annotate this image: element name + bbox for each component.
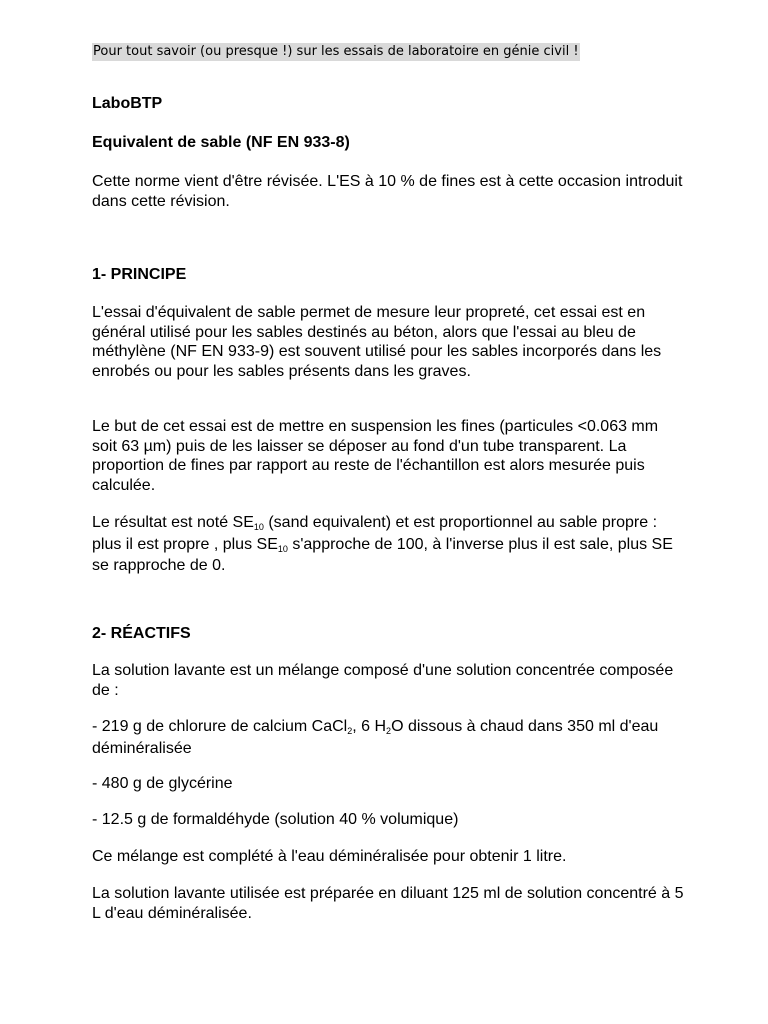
text-segment: , 6 H bbox=[352, 718, 387, 735]
principe-paragraph-3 bbox=[92, 513, 687, 576]
principe-paragraph-1: L'essai d'équivalent de sable permet de mesure leur propreté, cet essai est en général utilisé pour les sables destinés au béton, alors que l'essai au bleu de méthylène (NF EN 933-9) est souvent utilisé pour les sables incorporés dans les enrobés ou pour les sables présents dans les graves. bbox=[92, 304, 662, 380]
reactifs-paragraph-3: La solution lavante utilisée est préparée en diluant 125 ml de solution concentré à 5 L d'eau déminéralisée. bbox=[92, 885, 684, 922]
subscript: 10 bbox=[277, 543, 288, 554]
reactifs-paragraph-2: Ce mélange est complété à l'eau déminéralisée pour obtenir 1 litre. bbox=[92, 848, 567, 865]
text-segment: O dissous à chaud dans 350 ml d'eau déminéralisée bbox=[92, 718, 659, 757]
header-banner: Pour tout savoir (ou presque !) sur les essais de laboratoire en génie civil ! bbox=[93, 44, 579, 59]
text-segment: s'approche de 100, à l'inverse plus il est sale, plus SE se rapproche de 0. bbox=[92, 535, 673, 574]
section-heading-principe: 1- PRINCIPE bbox=[92, 266, 187, 283]
subscript: 10 bbox=[253, 522, 264, 532]
subscript: 2 bbox=[347, 726, 353, 736]
intro-paragraph: Cette norme vient d'être révisée. L'ES à 10 % de fines est à cette occasion introduit dans cette révision. bbox=[92, 173, 683, 210]
organization-name: LaboBTP bbox=[92, 95, 163, 112]
document-title: Equivalent de sable (NF EN 933-8) bbox=[92, 134, 350, 151]
reactifs-item-3: - 12.5 g de formaldéhyde (solution 40 % volumique) bbox=[92, 811, 459, 828]
subscript: 2 bbox=[386, 726, 392, 736]
principe-paragraph-2: Le but de cet essai est de mettre en suspension les fines (particules <0.063 mm soit 63 µm) puis de les laisser se déposer au fond d'un tube transparent. La proportion de fines par rapport au reste de l'échantillon est alors mesurée puis calculée. bbox=[92, 418, 659, 494]
text-segment: Le résultat est noté SE bbox=[92, 514, 254, 531]
reactifs-paragraph-1: La solution lavante est un mélange composé d'une solution concentrée composée de : bbox=[92, 662, 674, 699]
text-segment: - 219 g de chlorure de calcium CaCl bbox=[92, 718, 348, 735]
reactifs-item-2: - 480 g de glycérine bbox=[92, 775, 233, 792]
section-heading-reactifs: 2- RÉACTIFS bbox=[92, 625, 191, 642]
text-segment: (sand equivalent) et est proportionnel au sable propre : plus il est propre , plus SE bbox=[92, 514, 658, 553]
reactifs-item-1 bbox=[92, 717, 687, 758]
